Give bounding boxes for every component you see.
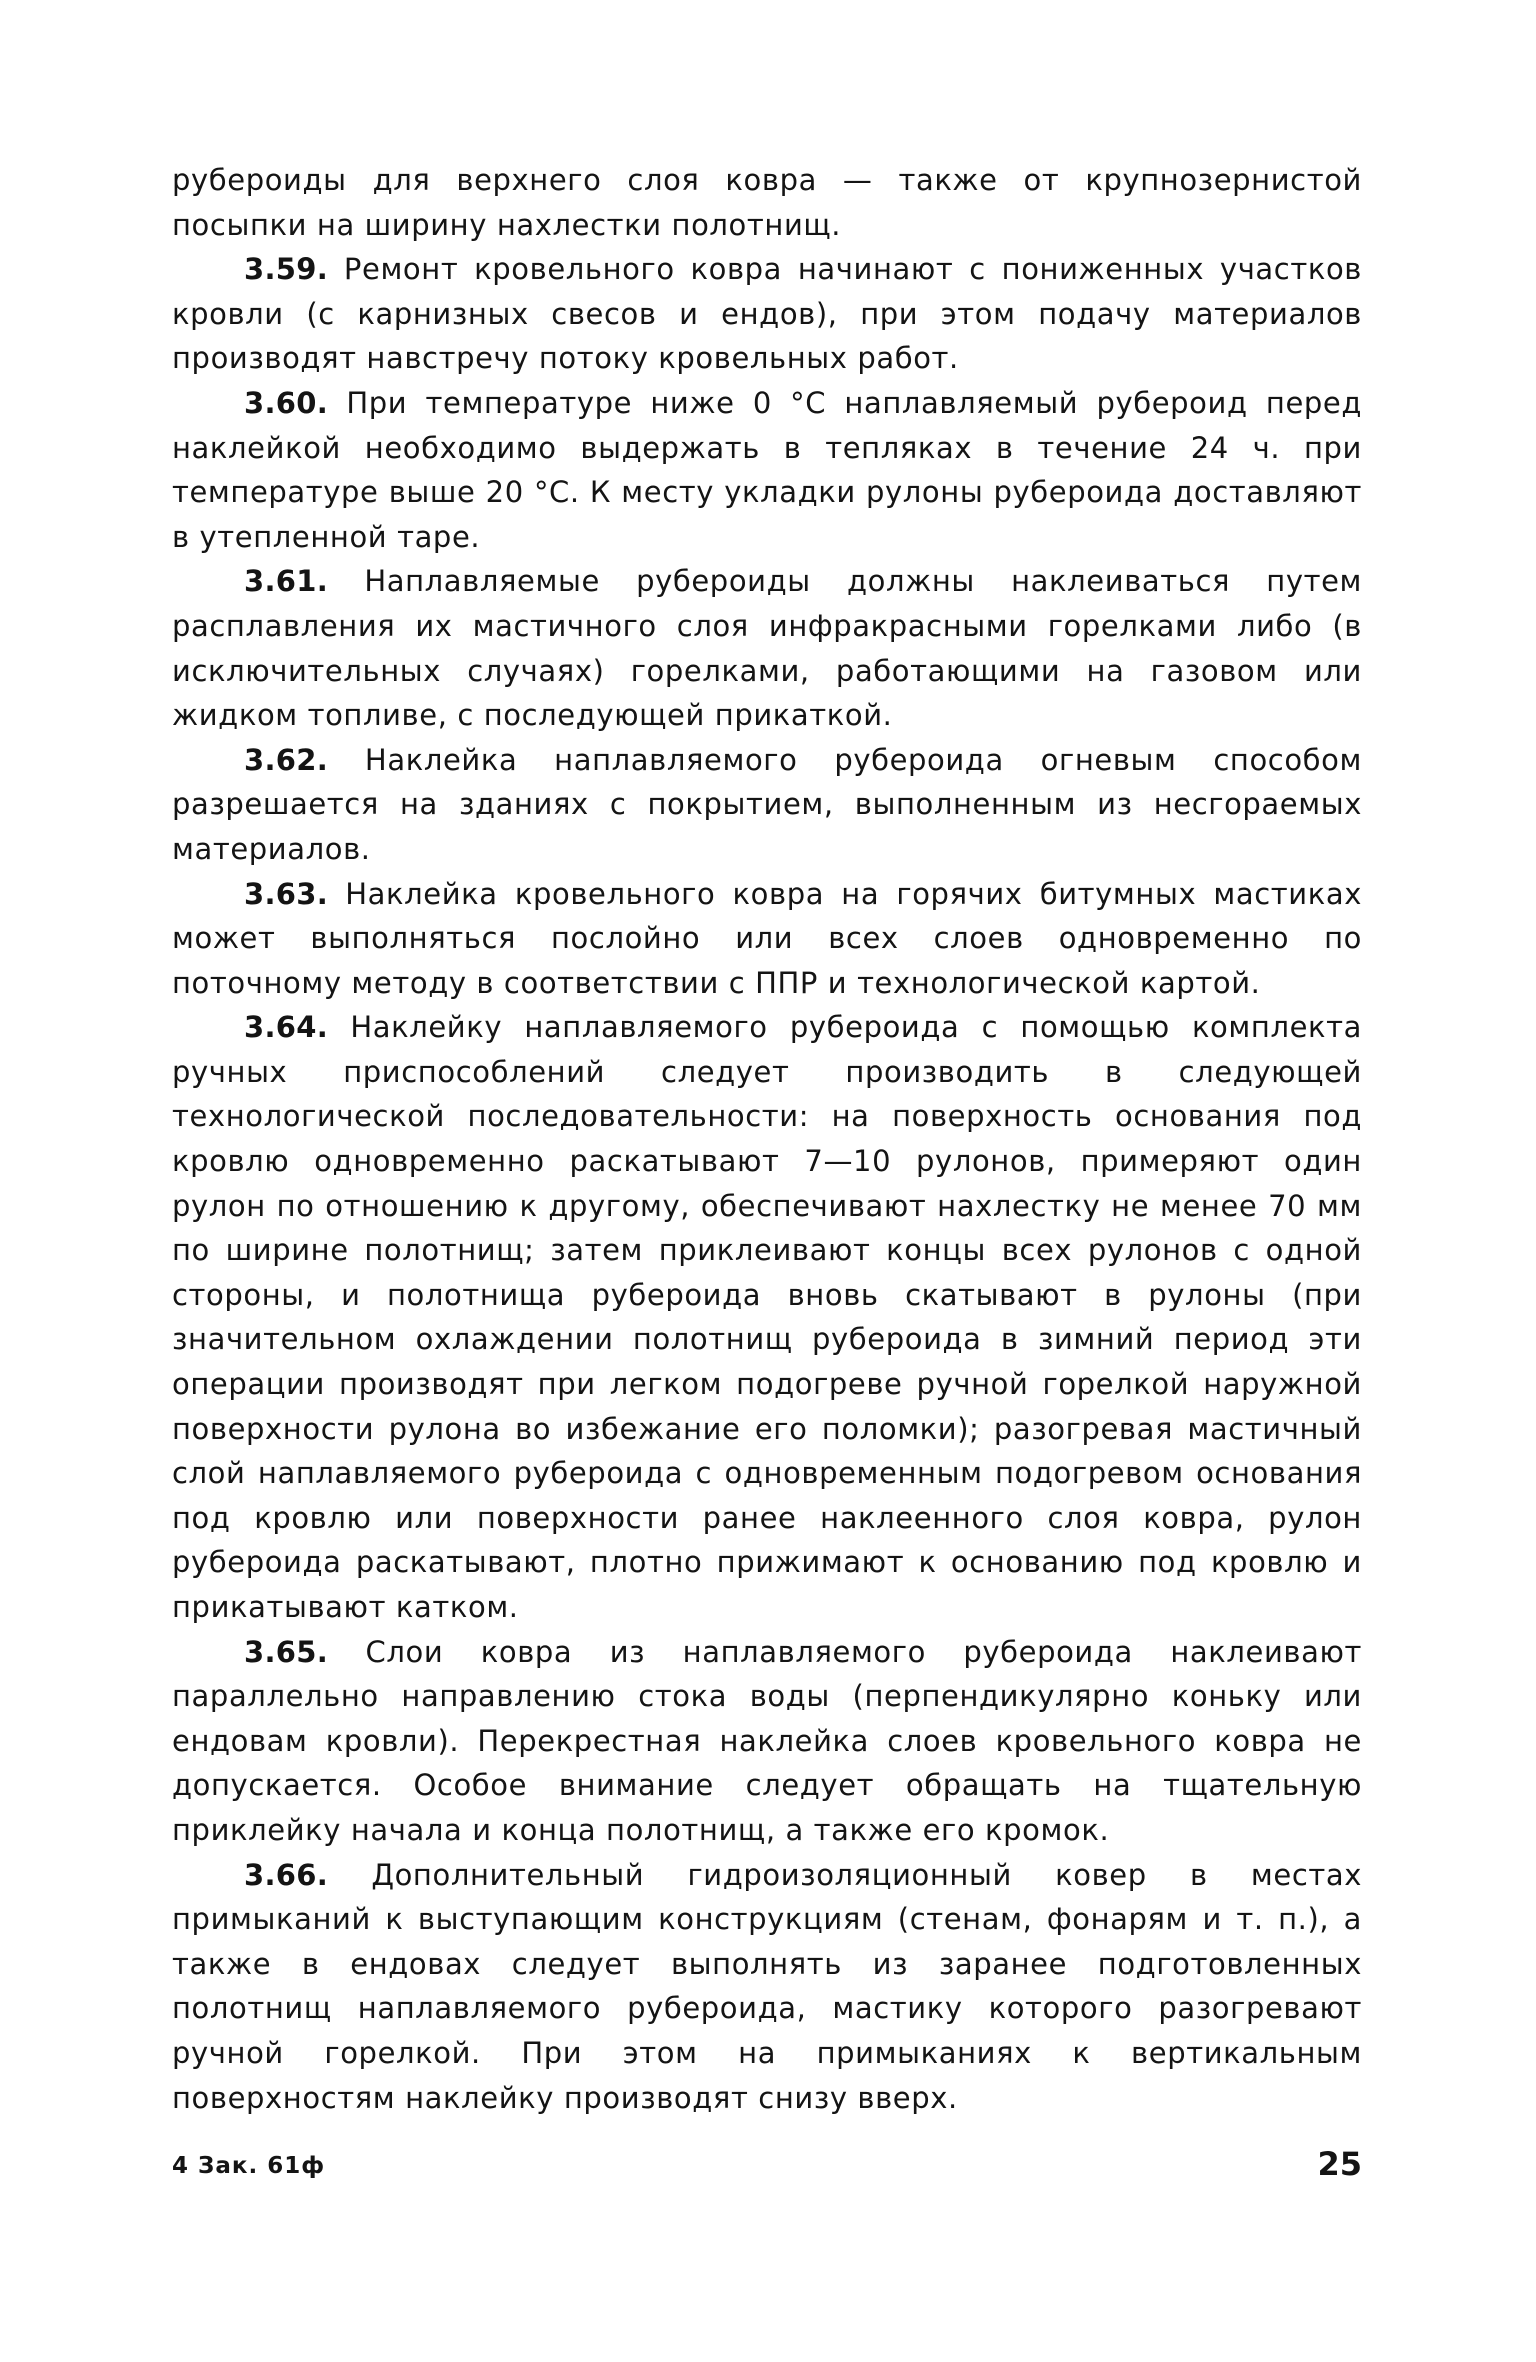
paragraph-text: Наплавляемые рубероиды должны наклеиваться путем расплавления их мастичного слоя инфракрасными горелками либо (в исключительных случаях) горелками, работающими на газовом или жидком топливе, с последующей прикаткой. xyxy=(172,564,1362,733)
paragraph-number: 3.63. xyxy=(244,876,329,911)
paragraph-3-63 xyxy=(172,872,1362,1006)
paragraph-3-61 xyxy=(172,559,1362,737)
paragraph-3-59 xyxy=(172,247,1362,381)
paragraph-3-65 xyxy=(172,1630,1362,1853)
paragraph-text: Наклейку наплавляемого рубероида с помощью комплекта ручных приспособлений следует производить в следующей технологической последовательности: на поверхность основания под кровлю одновременно раскатывают 7—10 рулонов, примеряют один рулон по отношению к другому, обеспечивают нахлестку не менее 70 мм по ширине полотнищ; затем приклеивают концы всех рулонов с одной стороны, и полотнища рубероида вновь скатывают в рулоны (при значительном охлаждении полотнищ рубероида в зимний период эти операции производят при легком подогреве ручной горелкой наружной поверхности рулона во избежание его поломки); разогревая мастичный слой наплавляемого рубероида с одновременным подогревом основания под кровлю или поверхности ранее наклеенного слоя ковра, рулон рубероида раскатывают, плотно прижимают к основанию под кровлю и прикатывают катком. xyxy=(172,1010,1362,1624)
paragraph-3-64 xyxy=(172,1005,1362,1629)
paragraph-text: Ремонт кровельного ковра начинают с пониженных участков кровли (с карнизных свесов и ендов), при этом подачу материалов производят навстречу потоку кровельных работ. xyxy=(172,252,1362,376)
paragraph-number: 3.61. xyxy=(244,564,329,599)
paragraph-3-60 xyxy=(172,381,1362,559)
paragraph-text: Слои ковра из наплавляемого рубероида наклеивают параллельно направлению стока воды (перпендикулярно коньку или ендовам кровли). Перекрестная наклейка слоев кровельного ковра не допускается. Особое внимание следует обращать на тщательную приклейку начала и конца полотнищ, а также его кромок. xyxy=(172,1634,1362,1847)
paragraph-text: Наклейка кровельного ковра на горячих битумных мастиках может выполняться послойно или всех слоев одновременно по поточному методу в соответствии с ППР и технологической картой. xyxy=(172,876,1362,1000)
paragraph-number: 3.65. xyxy=(244,1634,329,1669)
paragraph-3-66 xyxy=(172,1853,1362,2121)
page-number: 25 xyxy=(1317,2145,1362,2183)
paragraph-text: При температуре ниже 0 °С наплавляемый рубероид перед наклейкой необходимо выдержать в тепляках в течение 24 ч. при температуре выше 20 °С. К месту укладки рулоны рубероида доставляют в утепленной таре. xyxy=(172,385,1362,554)
continuation-paragraph: рубероиды для верхнего слоя ковра — также от крупнозернистой посыпки на ширину нахлестки полотнищ. xyxy=(172,163,1362,242)
print-order-mark: 4 Зак. 61ф xyxy=(172,2153,326,2179)
paragraph-number: 3.64. xyxy=(244,1010,329,1045)
paragraph-number: 3.60. xyxy=(244,385,329,420)
page-body xyxy=(172,158,1362,2120)
paragraph-3-62 xyxy=(172,738,1362,872)
paragraph-text: Дополнительный гидроизоляционный ковер в местах примыканий к выступающим конструкциям (стенам, фонарям и т. п.), а также в ендовах следует выполнять из заранее подготовленных полотнищ наплавляемого рубероида, мастику которого разогревают ручной горелкой. При этом на примыканиях к вертикальным поверхностям наклейку производят снизу вверх. xyxy=(172,1857,1362,2115)
paragraph-number: 3.66. xyxy=(244,1857,329,1892)
paragraph-text: Наклейка наплавляемого рубероида огневым способом разрешается на зданиях с покрытием, выполненным из несгораемых материалов. xyxy=(172,742,1362,866)
paragraph-number: 3.62. xyxy=(244,742,329,777)
paragraph-number: 3.59. xyxy=(244,252,329,287)
page-footer xyxy=(172,2145,1362,2193)
